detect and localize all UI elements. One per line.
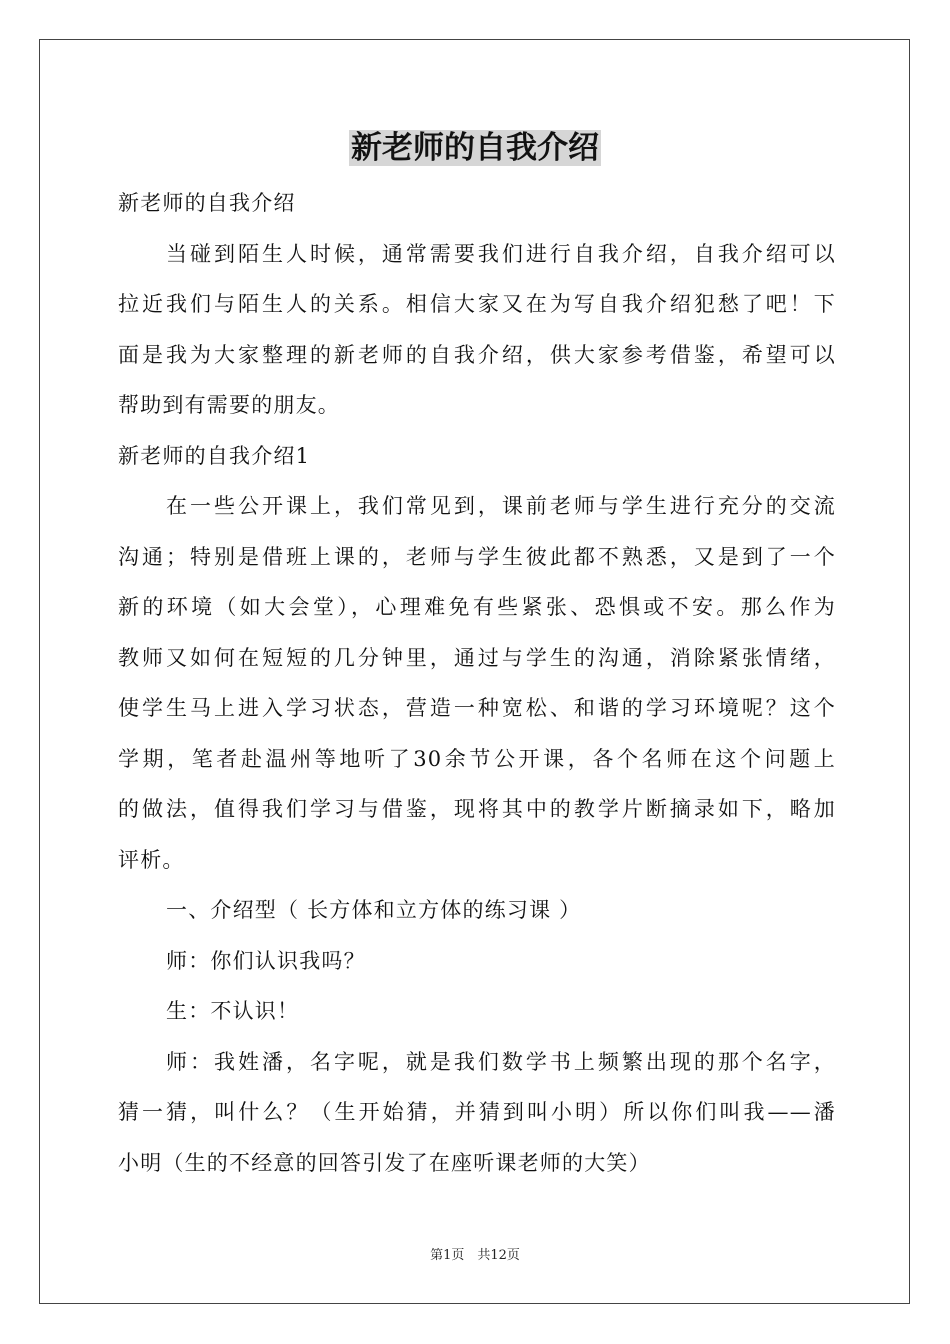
dialogue-line: 小明（生的不经意的回答引发了在座听课老师的大笑）	[118, 1150, 651, 1175]
dialogue-line: 师：你们认识我吗？	[166, 948, 366, 973]
document-title	[0, 126, 950, 170]
paragraph-line: 评析。	[118, 847, 185, 872]
paragraph-line: 拉近我们与陌生人的关系。相信大家又在为写自我介绍犯愁了吧！下	[118, 292, 836, 316]
paragraph-line: 一、介绍型（ 长方体和立方体的练习课 ）	[166, 898, 582, 922]
paragraph-line: 当碰到陌生人时候，通常需要我们进行自我介绍，自我介绍可以	[166, 241, 836, 266]
paragraph-line: 沟通；特别是借班上课的，老师与学生彼此都不熟悉，又是到了一个	[118, 544, 836, 569]
page-number: 第1页 共12页	[430, 1248, 520, 1263]
paragraph-line: 使学生马上进入学习状态，营造一种宽松、和谐的学习环境呢？这个	[118, 696, 836, 720]
paragraph-line: 在一些公开课上，我们常见到，课前老师与学生进行充分的交流	[166, 494, 836, 518]
paragraph-line: 教师又如何在短短的几分钟里，通过与学生的沟通，消除紧张情绪，	[118, 645, 836, 670]
document-title-text: 新老师的自我介绍	[351, 130, 599, 166]
section-heading: 新老师的自我介绍1	[118, 443, 311, 468]
document-body	[118, 178, 836, 1188]
dialogue-line: 猜一猜，叫什么？（生开始猜，并猜到叫小明）所以你们叫我——潘	[118, 1100, 836, 1124]
dialogue-line: 生：不认识！	[166, 999, 300, 1023]
paragraph-line: 学期，笔者赴温州等地听了30余节公开课，各个名师在这个问题上	[118, 746, 836, 771]
dialogue-line: 师：我姓潘，名字呢，就是我们数学书上频繁出现的那个名字，	[166, 1049, 836, 1074]
section-heading: 新老师的自我介绍	[118, 191, 296, 215]
paragraph-line: 新的环境（如大会堂），心理难免有些紧张、恐惧或不安。那么作为	[118, 595, 836, 619]
paragraph-line: 面是我为大家整理的新老师的自我介绍，供大家参考借鉴，希望可以	[118, 342, 836, 367]
paragraph-line: 帮助到有需要的朋友。	[118, 393, 340, 417]
paragraph-line: 的做法，值得我们学习与借鉴，现将其中的教学片断摘录如下，略加	[118, 797, 836, 821]
